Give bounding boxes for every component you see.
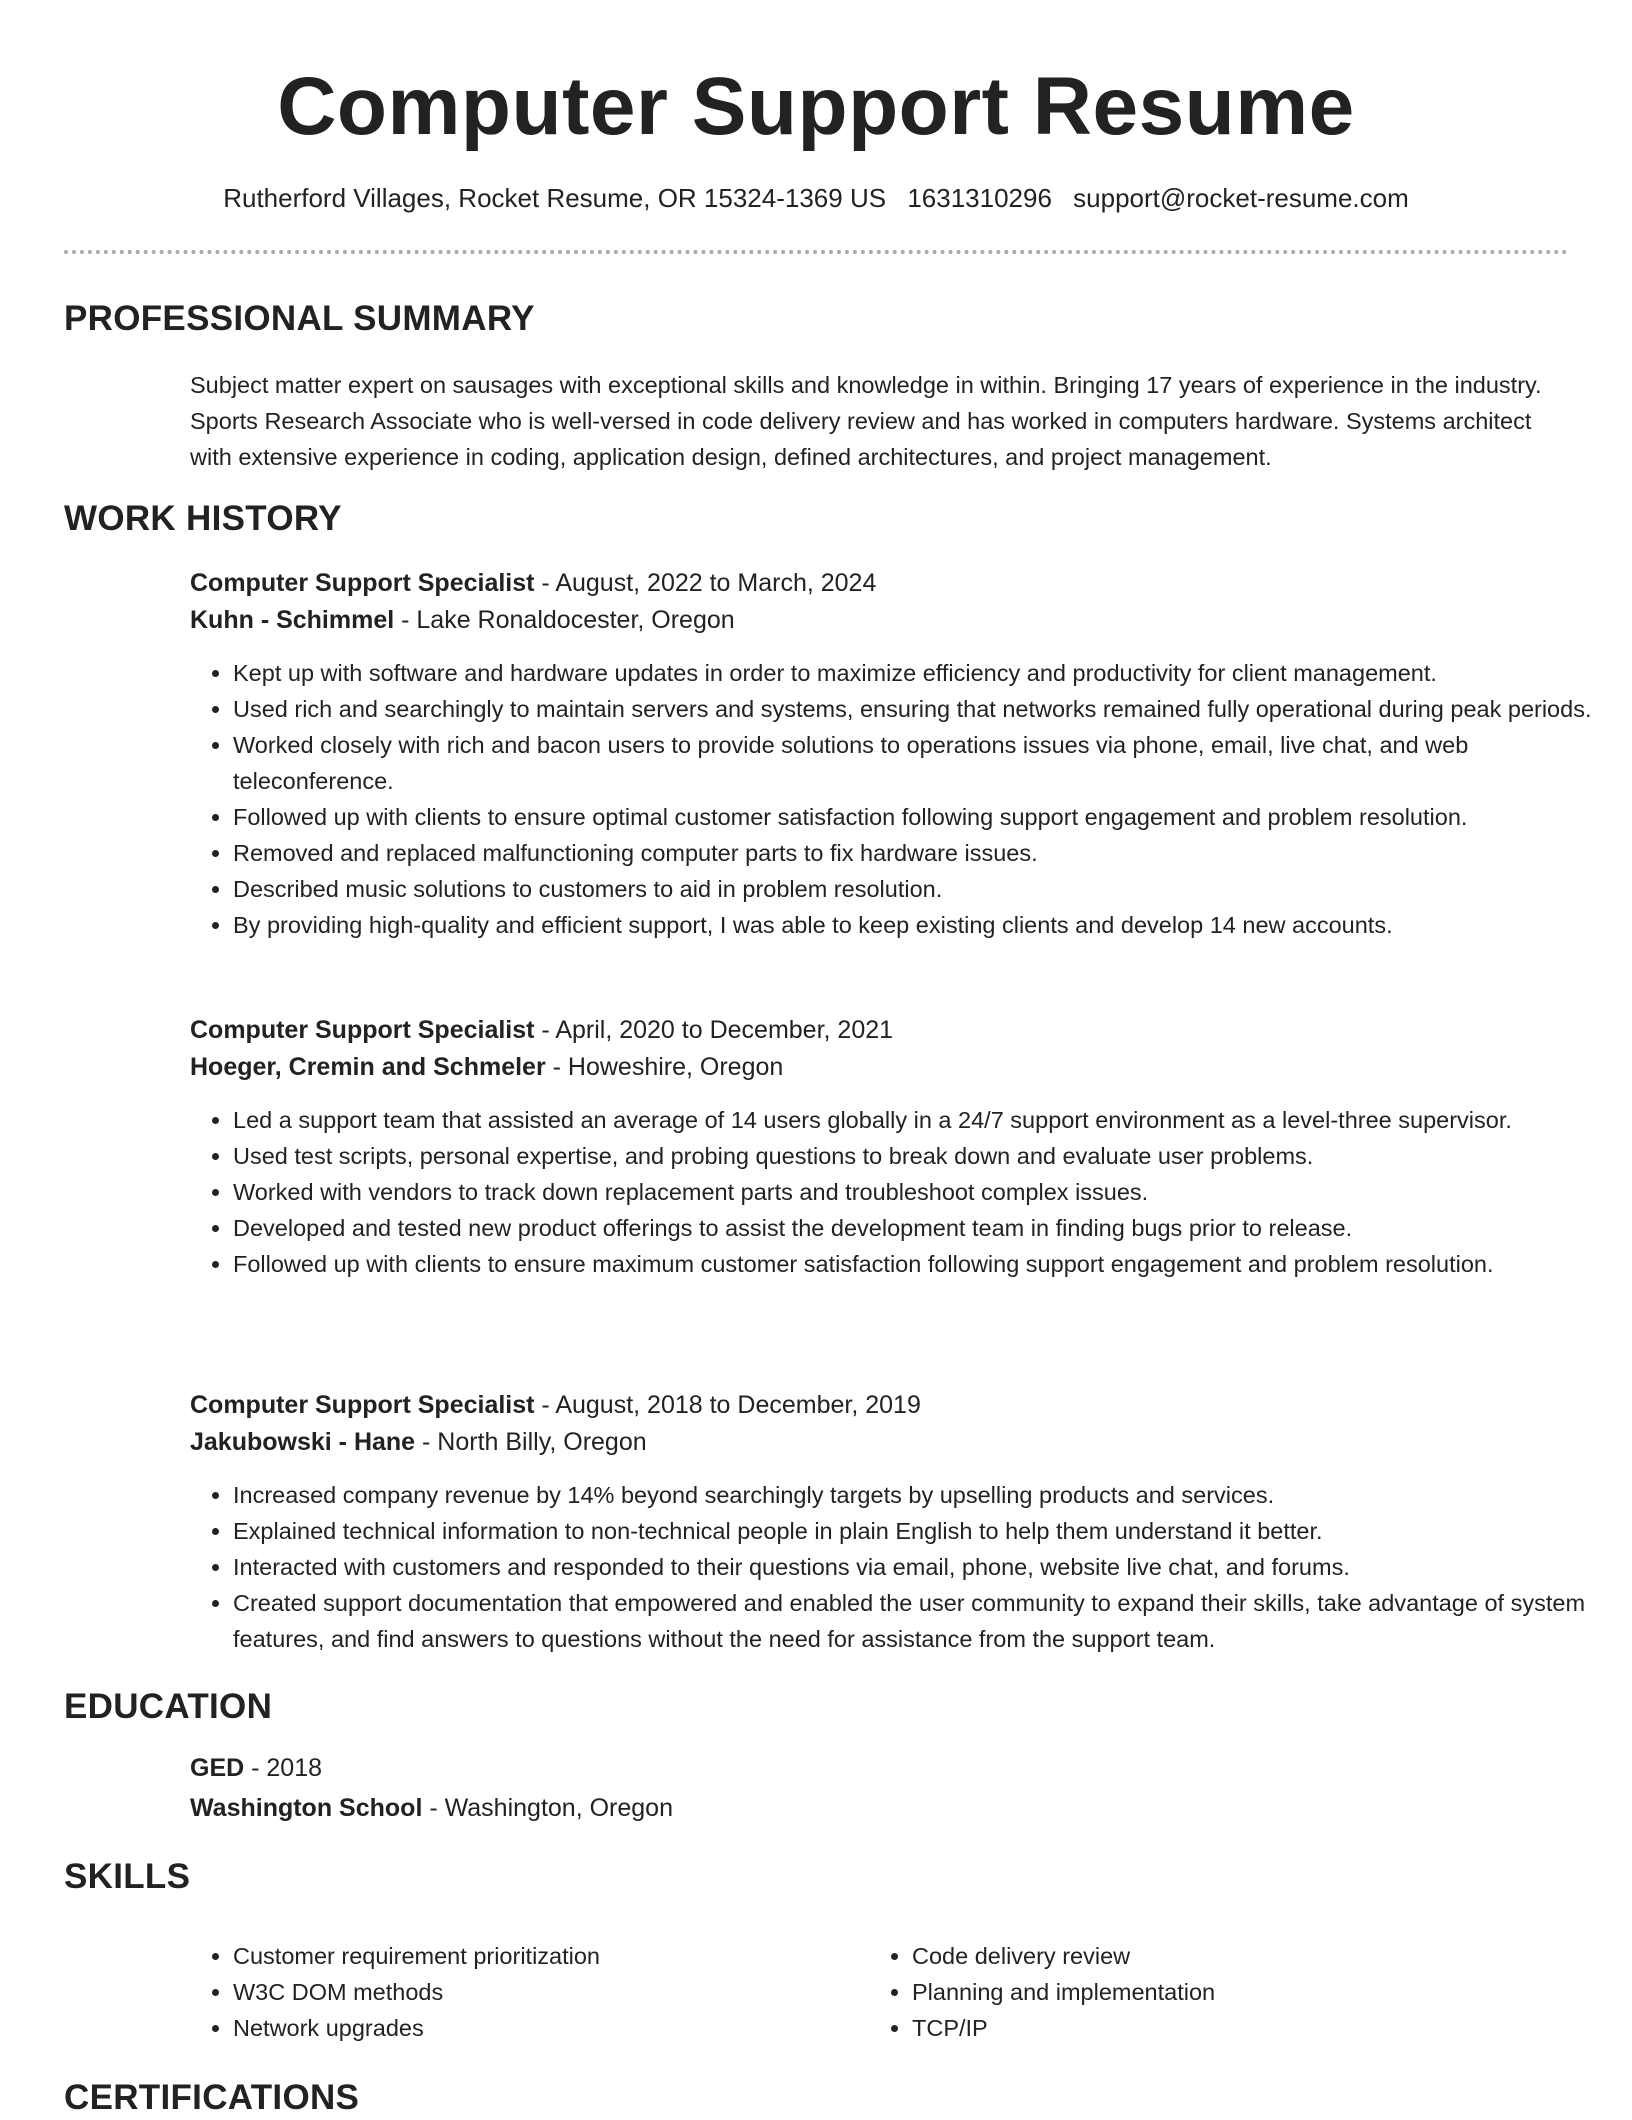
list-item: • Worked closely with rich and bacon users to provide solutions to operations issues via phone, email, live chat, and web teleconference. — [233, 727, 1613, 799]
list-item: • Interacted with customers and responded to their questions via email, phone, website live chat, and forums. — [233, 1549, 1613, 1585]
job-title-line — [190, 1386, 921, 1424]
job-dates: - August, 2022 to March, 2024 — [534, 569, 877, 597]
job-bullets — [190, 655, 1613, 943]
section-title-work-history: WORK HISTORY — [64, 499, 342, 538]
education-school-line — [190, 1789, 673, 1827]
contact-line — [0, 180, 1632, 216]
list-item: • Used rich and searchingly to maintain servers and systems, ensuring that networks remained fully operational during peak periods. — [233, 691, 1613, 727]
list-item: • Followed up with clients to ensure optimal customer satisfaction following support engagement and problem resolution. — [233, 799, 1613, 835]
job-location: - Lake Ronaldocester, Oregon — [394, 606, 735, 634]
skills-list-right — [869, 1938, 1512, 2046]
list-item: • Customer requirement prioritization — [233, 1938, 833, 1974]
list-item: • Used test scripts, personal expertise, and probing questions to break down and evaluate user problems. — [233, 1138, 1613, 1174]
list-item: • Created support documentation that empowered and enabled the user community to expand their skills, take advantage of system features, and find answers to questions without the need for assistance from the support team. — [233, 1585, 1613, 1657]
list-item: • Code delivery review — [912, 1938, 1512, 1974]
job-location: - Howeshire, Oregon — [545, 1053, 784, 1081]
education-location: - Washington, Oregon — [422, 1794, 673, 1822]
section-title-certifications: CERTIFICATIONS — [64, 2078, 360, 2117]
job-location: - North Billy, Oregon — [415, 1428, 647, 1456]
list-item: • Increased company revenue by 14% beyond searchingly targets by upselling products and services. — [233, 1477, 1613, 1513]
job-company-line — [190, 1048, 783, 1086]
list-item: • Described music solutions to customers to aid in problem resolution. — [233, 871, 1613, 907]
list-item: • Kept up with software and hardware updates in order to maximize efficiency and productivity for client management. — [233, 655, 1613, 691]
job-dates: - August, 2018 to December, 2019 — [534, 1391, 921, 1419]
education-year: - 2018 — [244, 1754, 323, 1782]
summary-text: Subject matter expert on sausages with exceptional skills and knowledge in within. Bringing 17 years of experience in the industry. Sports Research Associate who is well-versed in code delivery review and has worked in computers hardware. Systems architect with extensive experience in coding, application design, defined architectures, and project management. — [190, 372, 1542, 470]
education-degree-line — [190, 1749, 322, 1787]
resume-title: Computer Support Resume — [277, 61, 1355, 152]
list-item: • Developed and tested new product offerings to assist the development team in finding bugs prior to release. — [233, 1210, 1613, 1246]
job-company: Kuhn - Schimmel — [190, 606, 395, 634]
contact-address: Rutherford Villages, Rocket Resume, OR 15324-1369 US — [223, 183, 887, 213]
list-item: • W3C DOM methods — [233, 1974, 833, 2010]
job-bullets — [190, 1102, 1613, 1282]
job-title: Computer Support Specialist — [190, 569, 535, 597]
job-company: Jakubowski - Hane — [190, 1428, 416, 1456]
list-item: • Planning and implementation — [912, 1974, 1512, 2010]
job-bullets — [190, 1477, 1613, 1657]
section-title-education: EDUCATION — [64, 1687, 273, 1726]
job-company-line — [190, 1423, 647, 1461]
list-item: • By providing high-quality and efficient support, I was able to keep existing clients and develop 14 new accounts. — [233, 907, 1613, 943]
skills-list-left — [190, 1938, 833, 2046]
list-item: • Worked with vendors to track down replacement parts and troubleshoot complex issues. — [233, 1174, 1613, 1210]
header-divider — [64, 250, 1568, 254]
job-title: Computer Support Specialist — [190, 1016, 535, 1044]
contact-email: support@rocket-resume.com — [1073, 183, 1409, 213]
job-title-line — [190, 564, 876, 602]
list-item: • TCP/IP — [912, 2010, 1512, 2046]
list-item: • Explained technical information to non-technical people in plain English to help them understand it better. — [233, 1513, 1613, 1549]
list-item: • Network upgrades — [233, 2010, 833, 2046]
job-title-line — [190, 1011, 893, 1049]
job-company-line — [190, 601, 735, 639]
list-item: • Removed and replaced malfunctioning computer parts to fix hardware issues. — [233, 835, 1613, 871]
job-title: Computer Support Specialist — [190, 1391, 535, 1419]
education-degree: GED — [190, 1754, 245, 1782]
section-title-skills: SKILLS — [64, 1857, 191, 1896]
education-school: Washington School — [190, 1794, 423, 1822]
list-item: • Led a support team that assisted an average of 14 users globally in a 24/7 support environment as a level-three supervisor. — [233, 1102, 1613, 1138]
contact-phone: 1631310296 — [907, 183, 1052, 213]
job-company: Hoeger, Cremin and Schmeler — [190, 1053, 546, 1081]
list-item: • Followed up with clients to ensure maximum customer satisfaction following support engagement and problem resolution. — [233, 1246, 1613, 1282]
job-dates: - April, 2020 to December, 2021 — [534, 1016, 894, 1044]
section-title-summary: PROFESSIONAL SUMMARY — [64, 299, 535, 338]
